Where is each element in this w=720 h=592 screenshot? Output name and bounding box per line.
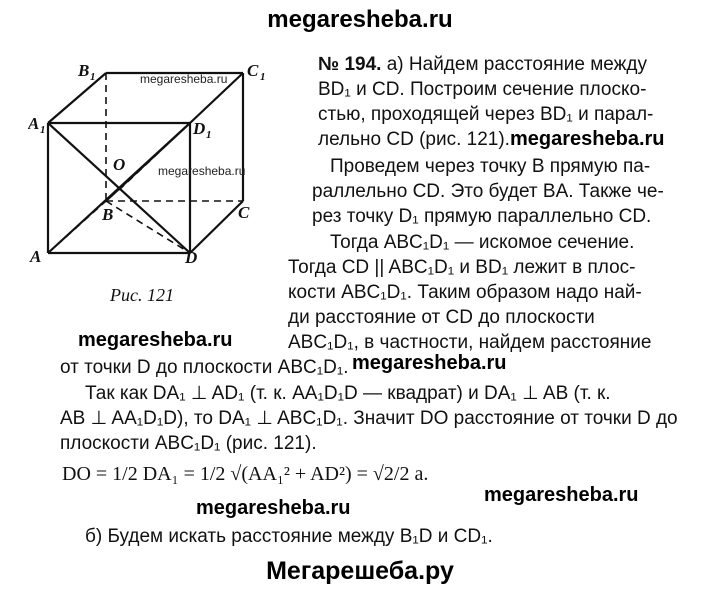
label-B1: B	[78, 61, 90, 80]
segment-BD-hidden	[106, 201, 190, 253]
label-C1-sub: 1	[260, 71, 266, 83]
label-D1: D	[193, 119, 206, 138]
problem-line: Проведем через точку B прямую па-	[330, 156, 651, 177]
label-D: D	[185, 248, 198, 267]
label-C: C	[238, 203, 250, 222]
watermark-mid-3: megaresheba.ru	[352, 352, 507, 374]
label-A1: A	[28, 114, 40, 133]
label-A1-sub: 1	[40, 124, 46, 136]
watermark-mid-2: megaresheba.ru	[78, 329, 233, 351]
problem-line: раллельно CD. Это будет BA. Также че-	[312, 181, 664, 202]
watermark-mid-4: megaresheba.ru	[484, 484, 639, 506]
watermark-bottom: Мегарешеба.ру	[266, 557, 454, 585]
edge-DC	[190, 201, 243, 253]
edge-A1B1	[48, 73, 106, 123]
cube-figure	[28, 58, 278, 268]
watermark-mid-5: megaresheba.ru	[196, 497, 351, 519]
label-C1: C	[247, 61, 259, 80]
problem-line: ABC₁D₁, в частности, найдем расстояние	[288, 332, 652, 353]
label-D1-sub: 1	[206, 129, 212, 141]
problem-line: лельно CD (рис. 121).	[318, 129, 510, 150]
watermark-top: megaresheba.ru	[267, 6, 453, 33]
watermark-figure: megaresheba.ru	[140, 72, 228, 86]
problem-line: ди расстояние от CD до плоскости	[288, 307, 595, 328]
problem-line: рез точку D₁ прямую параллельно CD.	[312, 206, 652, 227]
problem-line: Так как DA₁ ⊥ AD₁ (т. к. AA₁D₁D — квадрат) и DA₁ ⊥ AB (т. к.	[85, 383, 611, 404]
watermark-mid-1: megaresheba.ru	[510, 128, 665, 150]
figure-caption: Рис. 121	[110, 285, 174, 305]
problem-line: от точки D до плоскости ABC₁D₁.	[60, 357, 349, 378]
label-B1-sub: 1	[90, 71, 96, 83]
problem-line: BD₁ и CD. Построим сечение плоско-	[318, 79, 647, 100]
problem-part-b: б) Будем искать расстояние между B₁D и CD₁.	[85, 526, 493, 547]
label-B: B	[102, 205, 114, 224]
problem-line: а) Найдем расстояние между	[386, 54, 647, 75]
problem-line: AB ⊥ AA₁D₁D), то DA₁ ⊥ ABC₁D₁. Значит DO расстояние от точки D до	[60, 408, 678, 429]
problem-number: № 194.	[318, 54, 382, 75]
text-line-1	[318, 52, 647, 77]
problem-line: стью, проходящей через BD₁ и парал-	[318, 104, 654, 125]
problem-line: Тогда CD || ABC₁D₁ и BD₁ лежит в плос-	[288, 257, 636, 278]
problem-line: Тогда ABC₁D₁ — искомое сечение.	[330, 232, 635, 253]
watermark-figure-2: megaresheba.ru	[158, 164, 246, 178]
label-A: A	[30, 247, 42, 266]
label-O: O	[113, 155, 126, 174]
problem-line: кости ABC₁D₁. Таким образом надо най-	[288, 282, 642, 303]
formula-DO: DO = 1/2 DA₁ = 1/2 √(AA₁² + AD²) = √2/2 a.	[62, 463, 429, 485]
problem-line: плоскости ABC₁D₁ (рис. 121).	[60, 433, 317, 454]
